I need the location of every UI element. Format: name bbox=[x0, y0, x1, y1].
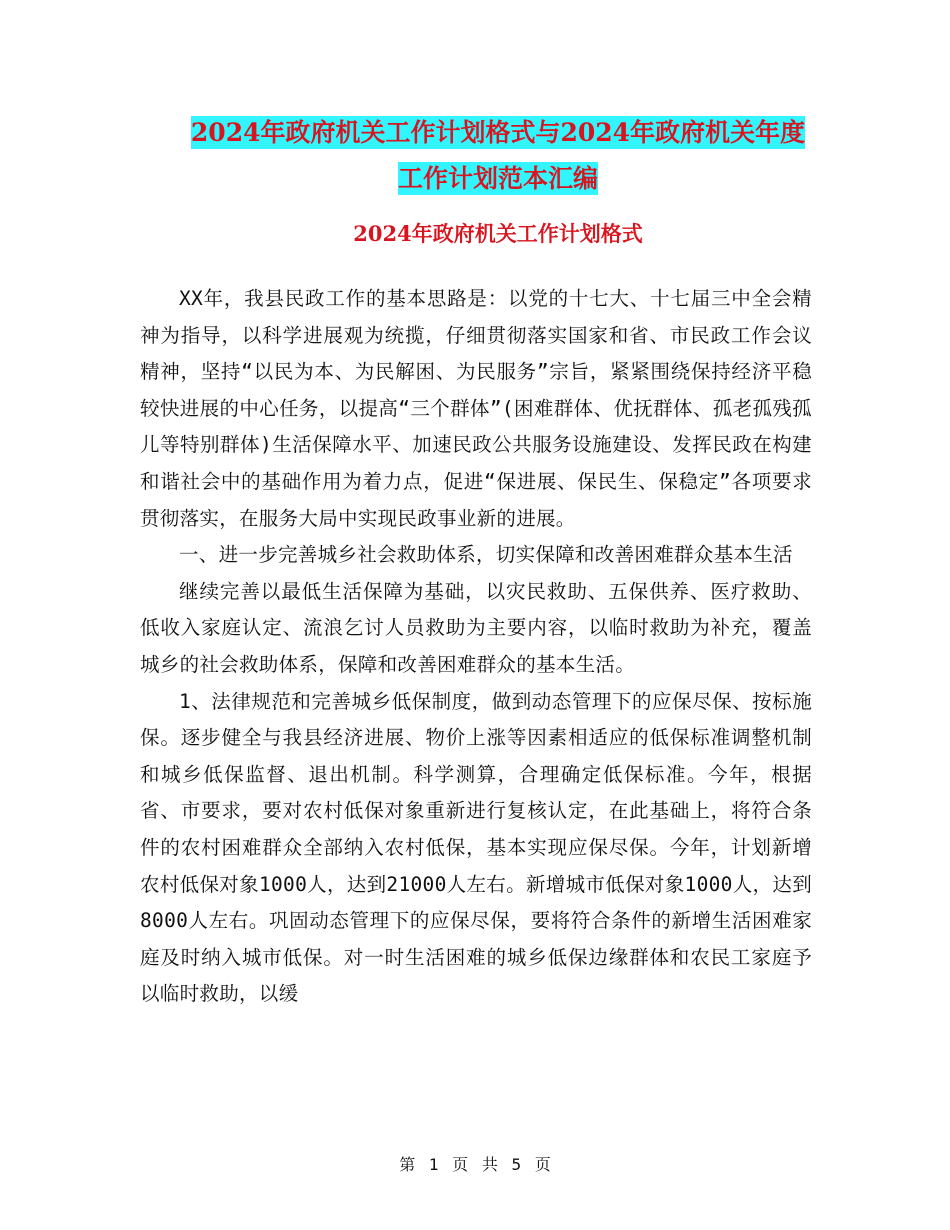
paragraph-intro: XX年，我县民政工作的基本思路是：以党的十七大、十七届三中全会精神为指导，以科学进展观为统揽，仔细贯彻落实国家和省、市民政工作会议精神，坚持“以民为本、为民解困、为民服务”宗旨，紧紧围绕保持经济平稳较快进展的中心任务，以提高“三个群体”(困难群体、优抚群体、孤老孤残孤儿等特别群体)生活保障水平、加速民政公共服务设施建设、发挥民政在构建和谐社会中的基础作用为着力点，促进“保进展、保民生、保稳定”各项要求贯彻落实，在服务大局中实现民政事业新的进展。 bbox=[140, 287, 812, 530]
paragraph-heading-1: 一、进一步完善城乡社会救助体系，切实保障和改善困难群众基本生活 bbox=[179, 543, 793, 567]
section-title: 2024年政府机关工作计划格式 bbox=[353, 221, 643, 246]
paragraph-social-assistance: 继续完善以最低生活保障为基础，以灾民救助、五保供养、医疗救助、低收入家庭认定、流浪乞讨人员救助为主要内容，以临时救助为补充，覆盖城乡的社会救助体系，保障和改善困难群众的基本生活。 bbox=[140, 579, 812, 676]
paragraph-item-1: 1、法律规范和完善城乡低保制度，做到动态管理下的应保尽保、按标施保。逐步健全与我县经济进展、物价上涨等因素相适应的低保标准调整机制和城乡低保监督、退出机制。科学测算，合理确定低保标准。今年，根据省、市要求，要对农村低保对象重新进行复核认定，在此基础上，将符合条件的农村困难群众全部纳入农村低保，基本实现应保尽保。今年，计划新增农村低保对象1000人，达到21000人左右。新增城市低保对象1000人，达到8000人左右。巩固动态管理下的应保尽保，要将符合条件的新增生活困难家庭及时纳入城市低保。对一时生活困难的城乡低保边缘群体和农民工家庭予以临时救助，以缓 bbox=[140, 689, 812, 1006]
title-line-2: 工作计划范本汇编 bbox=[397, 164, 598, 193]
document-title bbox=[140, 110, 856, 202]
title-line-1: 2024年政府机关工作计划格式与2024年政府机关年度 bbox=[190, 118, 806, 147]
document-body bbox=[140, 281, 812, 1013]
page-footer: 第 1 页 共 5 页 bbox=[399, 1155, 551, 1174]
